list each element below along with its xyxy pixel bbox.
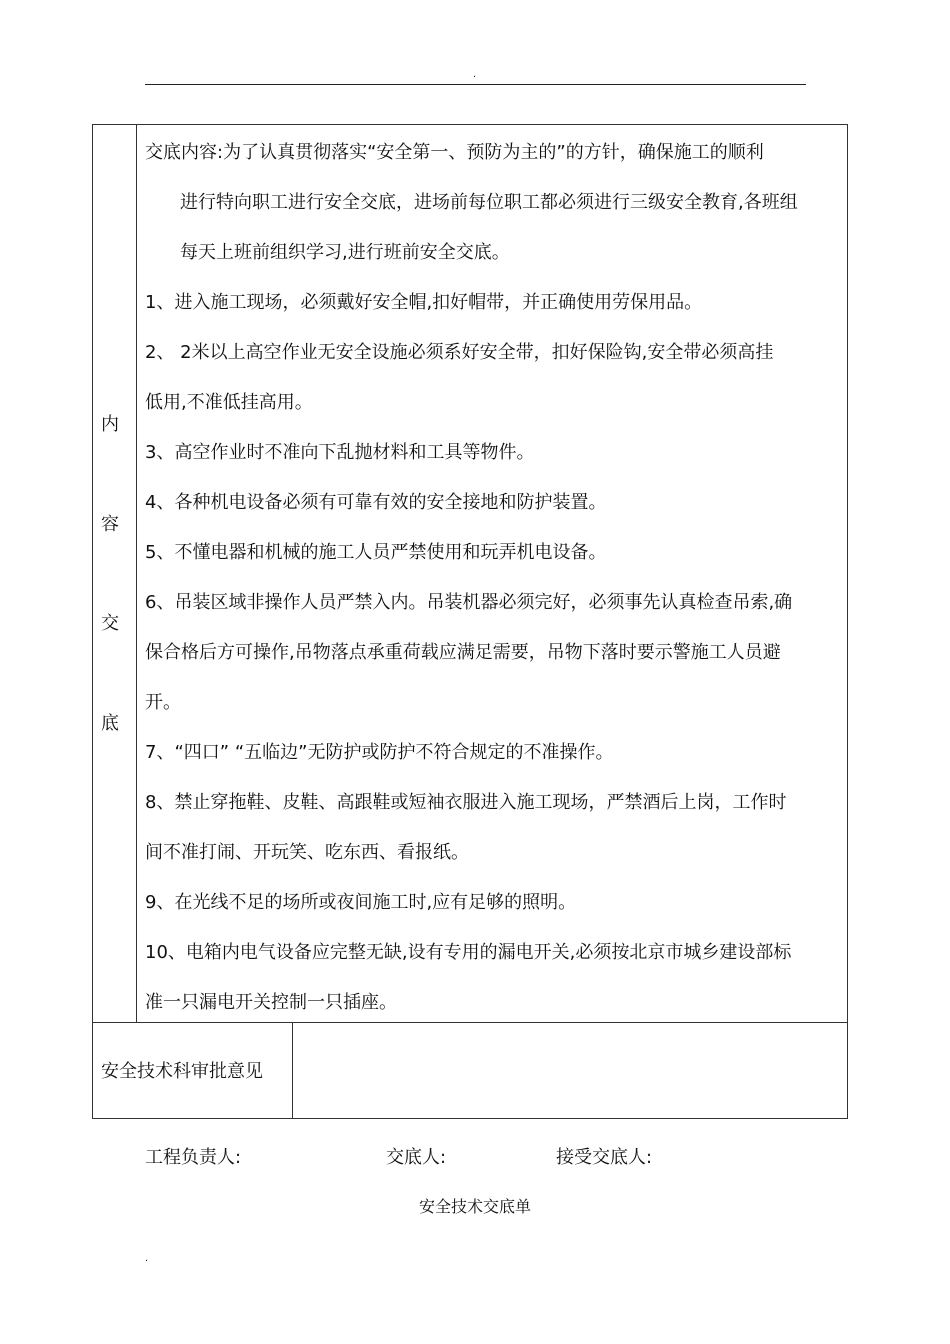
approval-field[interactable] — [296, 1026, 844, 1115]
rule-item — [145, 328, 845, 428]
side-column-divider — [136, 124, 137, 1022]
rule-line: 保合格后方可操作,吊物落点承重荷载应满足需要，吊物下落时要示警施工人员避 — [145, 642, 781, 663]
rule-item — [145, 478, 845, 528]
intro-line: 交底内容:为了认真贯彻落实“安全第一、预防为主的”的方针，确保施工的顺利 — [145, 142, 764, 163]
rule-line: 低用,不准低挂高用。 — [145, 392, 313, 413]
rule-item — [145, 778, 845, 878]
engineer-signature-label: 工程负责人: — [145, 1147, 242, 1168]
side-label-char: 容 — [101, 514, 119, 535]
rule-item — [145, 428, 845, 478]
briefing-content — [145, 128, 845, 1028]
rule-line: 6、吊装区域非操作人员严禁入内。吊装机器必须完好，必须事先认真检查吊索,确 — [145, 592, 793, 613]
footer-dot: . — [145, 1253, 149, 1264]
intro-paragraph — [145, 128, 845, 278]
side-label-char: 内 — [101, 414, 119, 435]
side-label-char: 底 — [101, 713, 119, 734]
rule-item — [145, 728, 845, 778]
intro-line: 进行特向职工进行安全交底，进场前每位职工都必须进行三级安全教育,各班组 — [180, 192, 798, 213]
intro-line: 每天上班前组织学习,进行班前安全交底。 — [180, 242, 510, 263]
rule-item — [145, 578, 845, 728]
rule-line: 8、禁止穿拖鞋、皮鞋、高跟鞋或短袖衣服进入施工现场，严禁酒后上岗，工作时 — [145, 792, 787, 813]
approval-column-divider — [292, 1022, 293, 1119]
rule-item — [145, 928, 845, 1028]
rule-line: 7、“四口” “五临边”无防护或防护不符合规定的不准操作。 — [145, 742, 614, 763]
side-label-char: 交 — [101, 613, 119, 634]
rule-item — [145, 878, 845, 928]
rule-line: 9、在光线不足的场所或夜间施工时,应有足够的照明。 — [145, 892, 577, 913]
rule-line: 准一只漏电开关控制一只插座。 — [145, 992, 397, 1013]
presenter-signature-label: 交底人: — [386, 1147, 447, 1168]
receiver-signature-label: 接受交底人: — [556, 1147, 653, 1168]
header-dot: . — [473, 69, 477, 80]
document-title: 安全技术交底单 — [418, 1197, 531, 1216]
rule-item — [145, 528, 845, 578]
rule-line: 4、各种机电设备必须有可靠有效的安全接地和防护装置。 — [145, 492, 607, 513]
rule-line: 2、 2米以上高空作业无安全设施必须系好安全带，扣好保险钩,安全带必须高挂 — [145, 342, 774, 363]
rule-line: 1、进入施工现场，必须戴好安全帽,扣好帽带，并正确使用劳保用品。 — [145, 292, 703, 313]
rule-line: 10、电箱内电气设备应完整无缺,设有专用的漏电开关,必须按北京市城乡建设部标 — [145, 942, 792, 963]
header-rule — [145, 84, 806, 85]
rule-line: 3、高空作业时不准向下乱抛材料和工具等物件。 — [145, 442, 535, 463]
rule-line: 开。 — [145, 692, 181, 713]
rule-item — [145, 278, 845, 328]
rule-list — [145, 278, 845, 1028]
rule-line: 5、不懂电器和机械的施工人员严禁使用和玩弄机电设备。 — [145, 542, 607, 563]
approval-label: 安全技术科审批意见 — [101, 1061, 263, 1082]
rule-line: 间不准打闹、开玩笑、吃东西、看报纸。 — [145, 842, 469, 863]
